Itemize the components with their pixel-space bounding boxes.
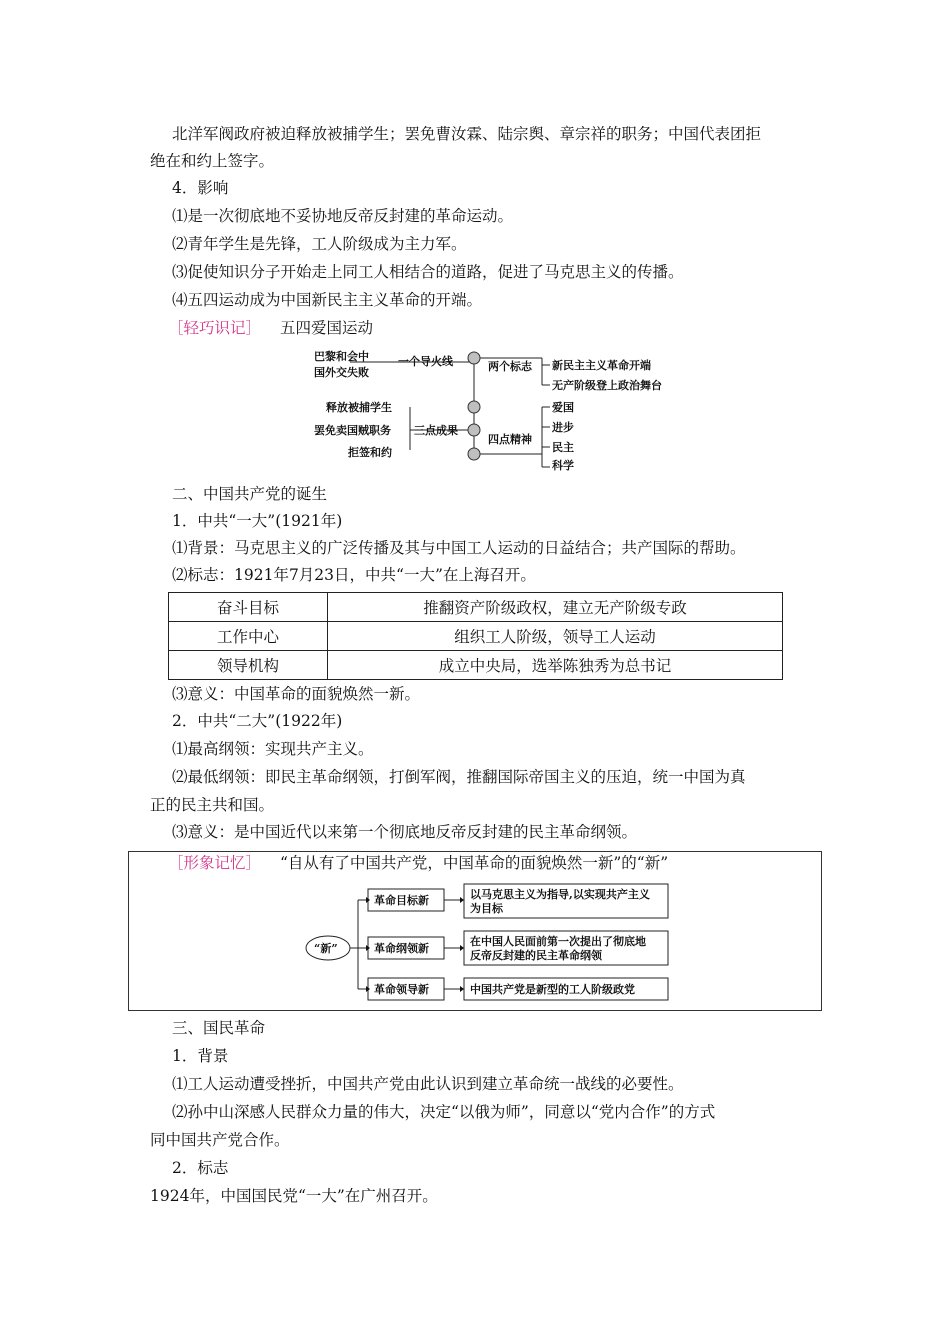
node-circle [468, 424, 480, 436]
list-item: ⑵青年学生是先锋，工人阶级成为主力军。 [172, 235, 467, 253]
paragraph-line: ⑴工人运动遭受挫折，中国共产党由此认识到建立革命统一战线的必要性。 [172, 1075, 684, 1093]
row-desc: 在中国人民面前第一次提出了彻底地 [470, 935, 646, 948]
three-results-label: 三点成果 [414, 424, 458, 437]
node-circle [468, 352, 480, 364]
paragraph-line: 绝在和约上签字。 [150, 152, 275, 170]
list-item: ⑶促使知识分子开始走上同工人相结合的道路，促进了马克思主义的传播。 [172, 263, 684, 281]
row-desc: 以马克思主义为指导,以实现共产主义 [470, 888, 650, 901]
row-label: 革命纲领新 [374, 942, 429, 955]
row-desc: 反帝反封建的民主革命纲领 [470, 949, 602, 962]
list-item: ⑴是一次彻底地不妥协地反帝反封建的革命运动。 [172, 207, 514, 225]
memo-title: 五四爱国运动 [279, 319, 373, 337]
memo-tag: ［轻巧识记］ [168, 319, 262, 337]
cause-text: 国外交失败 [314, 366, 369, 379]
table-cell: 领导机构 [169, 651, 328, 680]
center-label: “新” [314, 942, 338, 955]
memo-heading [168, 318, 373, 338]
row-desc: 为目标 [470, 902, 503, 915]
row-label: 革命目标新 [374, 894, 429, 907]
table-cell: 工作中心 [169, 622, 328, 651]
table-row [169, 651, 783, 680]
table-row [169, 593, 783, 622]
table-cell: 组织工人阶级，领导工人运动 [328, 622, 783, 651]
paragraph-line: 正的民主共和国。 [150, 796, 275, 814]
paragraph-line: ⑵孙中山深感人民群众力量的伟大，决定“以俄为师”，同意以“党内合作”的方式 [172, 1103, 716, 1121]
may-fourth-diagram [300, 345, 680, 473]
section-heading: 二、中国共产党的诞生 [172, 485, 328, 503]
fuse-label: 一个导火线 [398, 355, 453, 368]
paragraph-line: ⑶意义：是中国近代以来第一个彻底地反帝反封建的民主革命纲领。 [172, 823, 638, 841]
two-marks-label: 两个标志 [488, 360, 532, 373]
memo-heading [168, 853, 668, 873]
paragraph-line: ⑴最高纲领：实现共产主义。 [172, 740, 374, 758]
paragraph-line: 1924年，中国国民党“一大”在广州召开。 [150, 1187, 438, 1205]
subsection-heading: 1．背景 [172, 1047, 229, 1065]
subsection-heading: 2．中共“二大”(1922年) [172, 712, 343, 730]
paragraph-line: ⑴背景：马克思主义的广泛传播及其与中国工人运动的日益结合；共产国际的帮助。 [172, 539, 746, 557]
node-circle [468, 401, 480, 413]
four-spirits-label: 四点精神 [488, 433, 532, 446]
subsection-heading: 2．标志 [172, 1159, 229, 1177]
table-cell: 推翻资产阶级政权，建立无产阶级专政 [328, 593, 783, 622]
list-item: ⑷五四运动成为中国新民主主义革命的开端。 [172, 291, 483, 309]
result-text: 拒签和约 [348, 446, 392, 459]
mark-text: 新民主主义革命开端 [552, 359, 651, 372]
paragraph-line: ⑶意义：中国革命的面貌焕然一新。 [172, 685, 421, 703]
section-heading: 三、国民革命 [172, 1019, 266, 1037]
node-circle [468, 448, 480, 460]
paragraph-line: 北洋军阀政府被迫释放被捕学生；罢免曹汝霖、陆宗舆、章宗祥的职务；中国代表团拒 [172, 125, 762, 143]
table-cell: 成立中央局，选举陈独秀为总书记 [328, 651, 783, 680]
subsection-heading: 1．中共“一大”(1921年) [172, 512, 343, 530]
row-label: 革命领导新 [374, 983, 429, 996]
mark-text: 无产阶级登上政治舞台 [552, 379, 662, 392]
section-heading: 4．影响 [172, 179, 229, 197]
result-text: 罢免卖国贼职务 [314, 424, 391, 437]
spirit-text: 进步 [552, 421, 574, 434]
new-diagram [300, 880, 680, 1005]
paragraph-line: ⑵标志：1921年7月23日，中共“一大”在上海召开。 [172, 566, 536, 584]
paragraph-line: ⑵最低纲领：即民主革命纲领，打倒军阀，推翻国际帝国主义的压迫，统一中国为真 [172, 768, 746, 786]
spirit-text: 爱国 [552, 401, 574, 414]
row-desc: 中国共产党是新型的工人阶级政党 [470, 983, 635, 996]
table-row [169, 622, 783, 651]
memo-tag: ［形象记忆］ [168, 854, 262, 872]
memo-title: “自从有了中国共产党，中国革命的面貌焕然一新”的“新” [279, 854, 669, 872]
congress-table [168, 592, 783, 680]
table-cell: 奋斗目标 [169, 593, 328, 622]
spirit-text: 民主 [552, 441, 574, 454]
spirit-text: 科学 [552, 459, 574, 472]
cause-text: 巴黎和会中 [314, 350, 369, 363]
result-text: 释放被捕学生 [326, 401, 392, 414]
paragraph-line: 同中国共产党合作。 [150, 1131, 290, 1149]
